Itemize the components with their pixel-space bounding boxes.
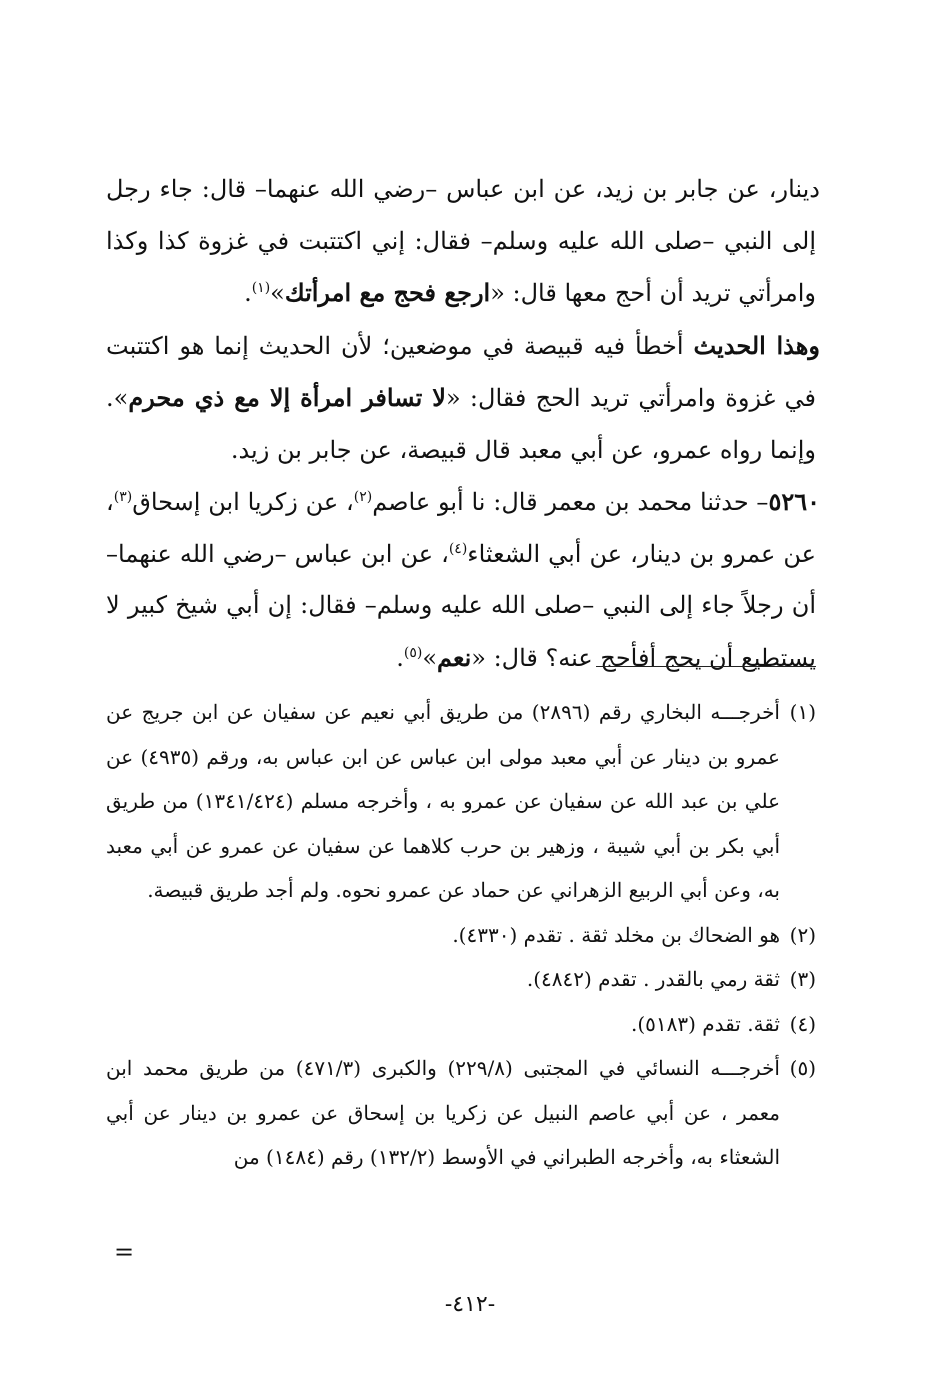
bold-text: ٥٢٦٠ [768,487,820,516]
bold-text: ارجع فحج مع امرأتك [284,278,491,307]
text-run: . [396,643,404,672]
text-run: » [270,279,285,307]
footnotes [106,690,816,1180]
continuation-mark: = [113,1238,135,1266]
text-run: » [422,643,438,672]
text-run: ، عن زكريا ابن إسحاق [132,488,354,516]
bold-text: نعم [437,642,472,672]
footnote-5 [106,1046,816,1180]
footnote-1 [106,690,816,913]
main-text [106,164,820,684]
footnote-4 [106,1002,816,1047]
footnote-ref: (٤) [448,540,468,557]
page-number: -٤١٢- [444,1292,496,1317]
footnote-number: (١) [789,700,816,724]
text-run: . [244,279,252,307]
text-run: ». وإنما رواه عمرو، عن أبي معبد قال قبيصة، عن جابر بن زيد. [106,384,816,464]
footnote-number: (٥) [789,1056,816,1080]
text-run: ، عن ابن عباس –رضي الله عنهما– أن رجلاً جاء إلى النبي –صلى الله عليه وسلم– فقال: إن أبي شيخ كبير لا يستطيع أن يحج أفأحج عنه؟ قال: « [106,539,816,672]
paragraph-2 [106,320,820,477]
footnote-number: (٤) [789,1011,816,1036]
footnote-number: (٢) [789,922,816,947]
footnote-ref: (٢) [353,489,373,505]
footnote-separator [596,666,816,667]
paragraph-1 [106,164,820,320]
bold-text: وهذا الحديث [693,330,820,360]
text-run: دينار، عن جابر بن زيد، عن ابن عباس –رضي الله عنهما– قال: جاء رجل إلى النبي –صلى الله عليه وسلم– فقال: إني اكتتبت في غزوة كذا وكذا وامرأتي تريد أن أحج معها قال: « [106,175,820,307]
footnote-ref: (١) [251,280,271,296]
text-run: ، عن عمرو بن دينار، عن أبي الشعثاء [106,488,816,568]
footnote-text: أخرجـــه النسائي في المجتبى (٢٢٩/٨) والكبرى (٤٧١/٣) من طريق محمد ابن معمر ، عن أبي عاصم النبيل عن زكريا بن إسحاق عن عمرو بن دينار عن أبي الشعثاء به، وأخرجه الطبراني في الأوسط (١٣٢/٢) رقم (١٤٨٤) من [106,1056,780,1169]
text-run: – حدثنا محمد بن معمر قال: نا أبو عاصم [372,488,769,516]
footnote-text: أخرجـــه البخاري رقم (٢٨٩٦) من طريق أبي نعيم عن سفيان عن ابن جريج عن عمرو بن دينار عن أبي معبد مولى ابن عباس عن ابن عباس به، ورقم (٤٩٣٥) عن علي بن عبد الله عن سفيان عن عمرو به ، وأخرجه مسلم (١٣٤١/٤٢٤) من طريق أبي بكر بن أبي شيبة ، وزهير بن حرب كلاهما عن سفيان عن عمرو عن أبي معبد به، وعن أبي الربيع الزهراني عن حماد عن عمرو نحوه. ولم أجد طريق قبيصة. [106,700,781,902]
footnote-ref: (٣) [113,489,133,505]
text-run: أخطأ فيه قبيصة في موضعين؛ لأن الحديث إنما هو اكتتبت في غزوة وامرأتي تريد الحج فقال: « [106,331,816,412]
footnote-ref: (٥) [403,644,423,661]
paragraph-3 [106,476,820,684]
footnote-text: ثقة. تقدم (٥١٨٣). [631,1011,780,1036]
bold-text: لا تسافر امرأة إلا مع ذي محرم [128,383,446,412]
footnote-text: ثقة رمي بالقدر . تقدم (٤٨٤٢). [526,967,780,991]
footnote-3 [106,957,816,1002]
footnote-text: هو الضحاك بن مخلد ثقة . تقدم (٤٣٣٠). [452,922,780,947]
footnote-2 [106,913,816,958]
footnote-number: (٣) [789,967,816,991]
